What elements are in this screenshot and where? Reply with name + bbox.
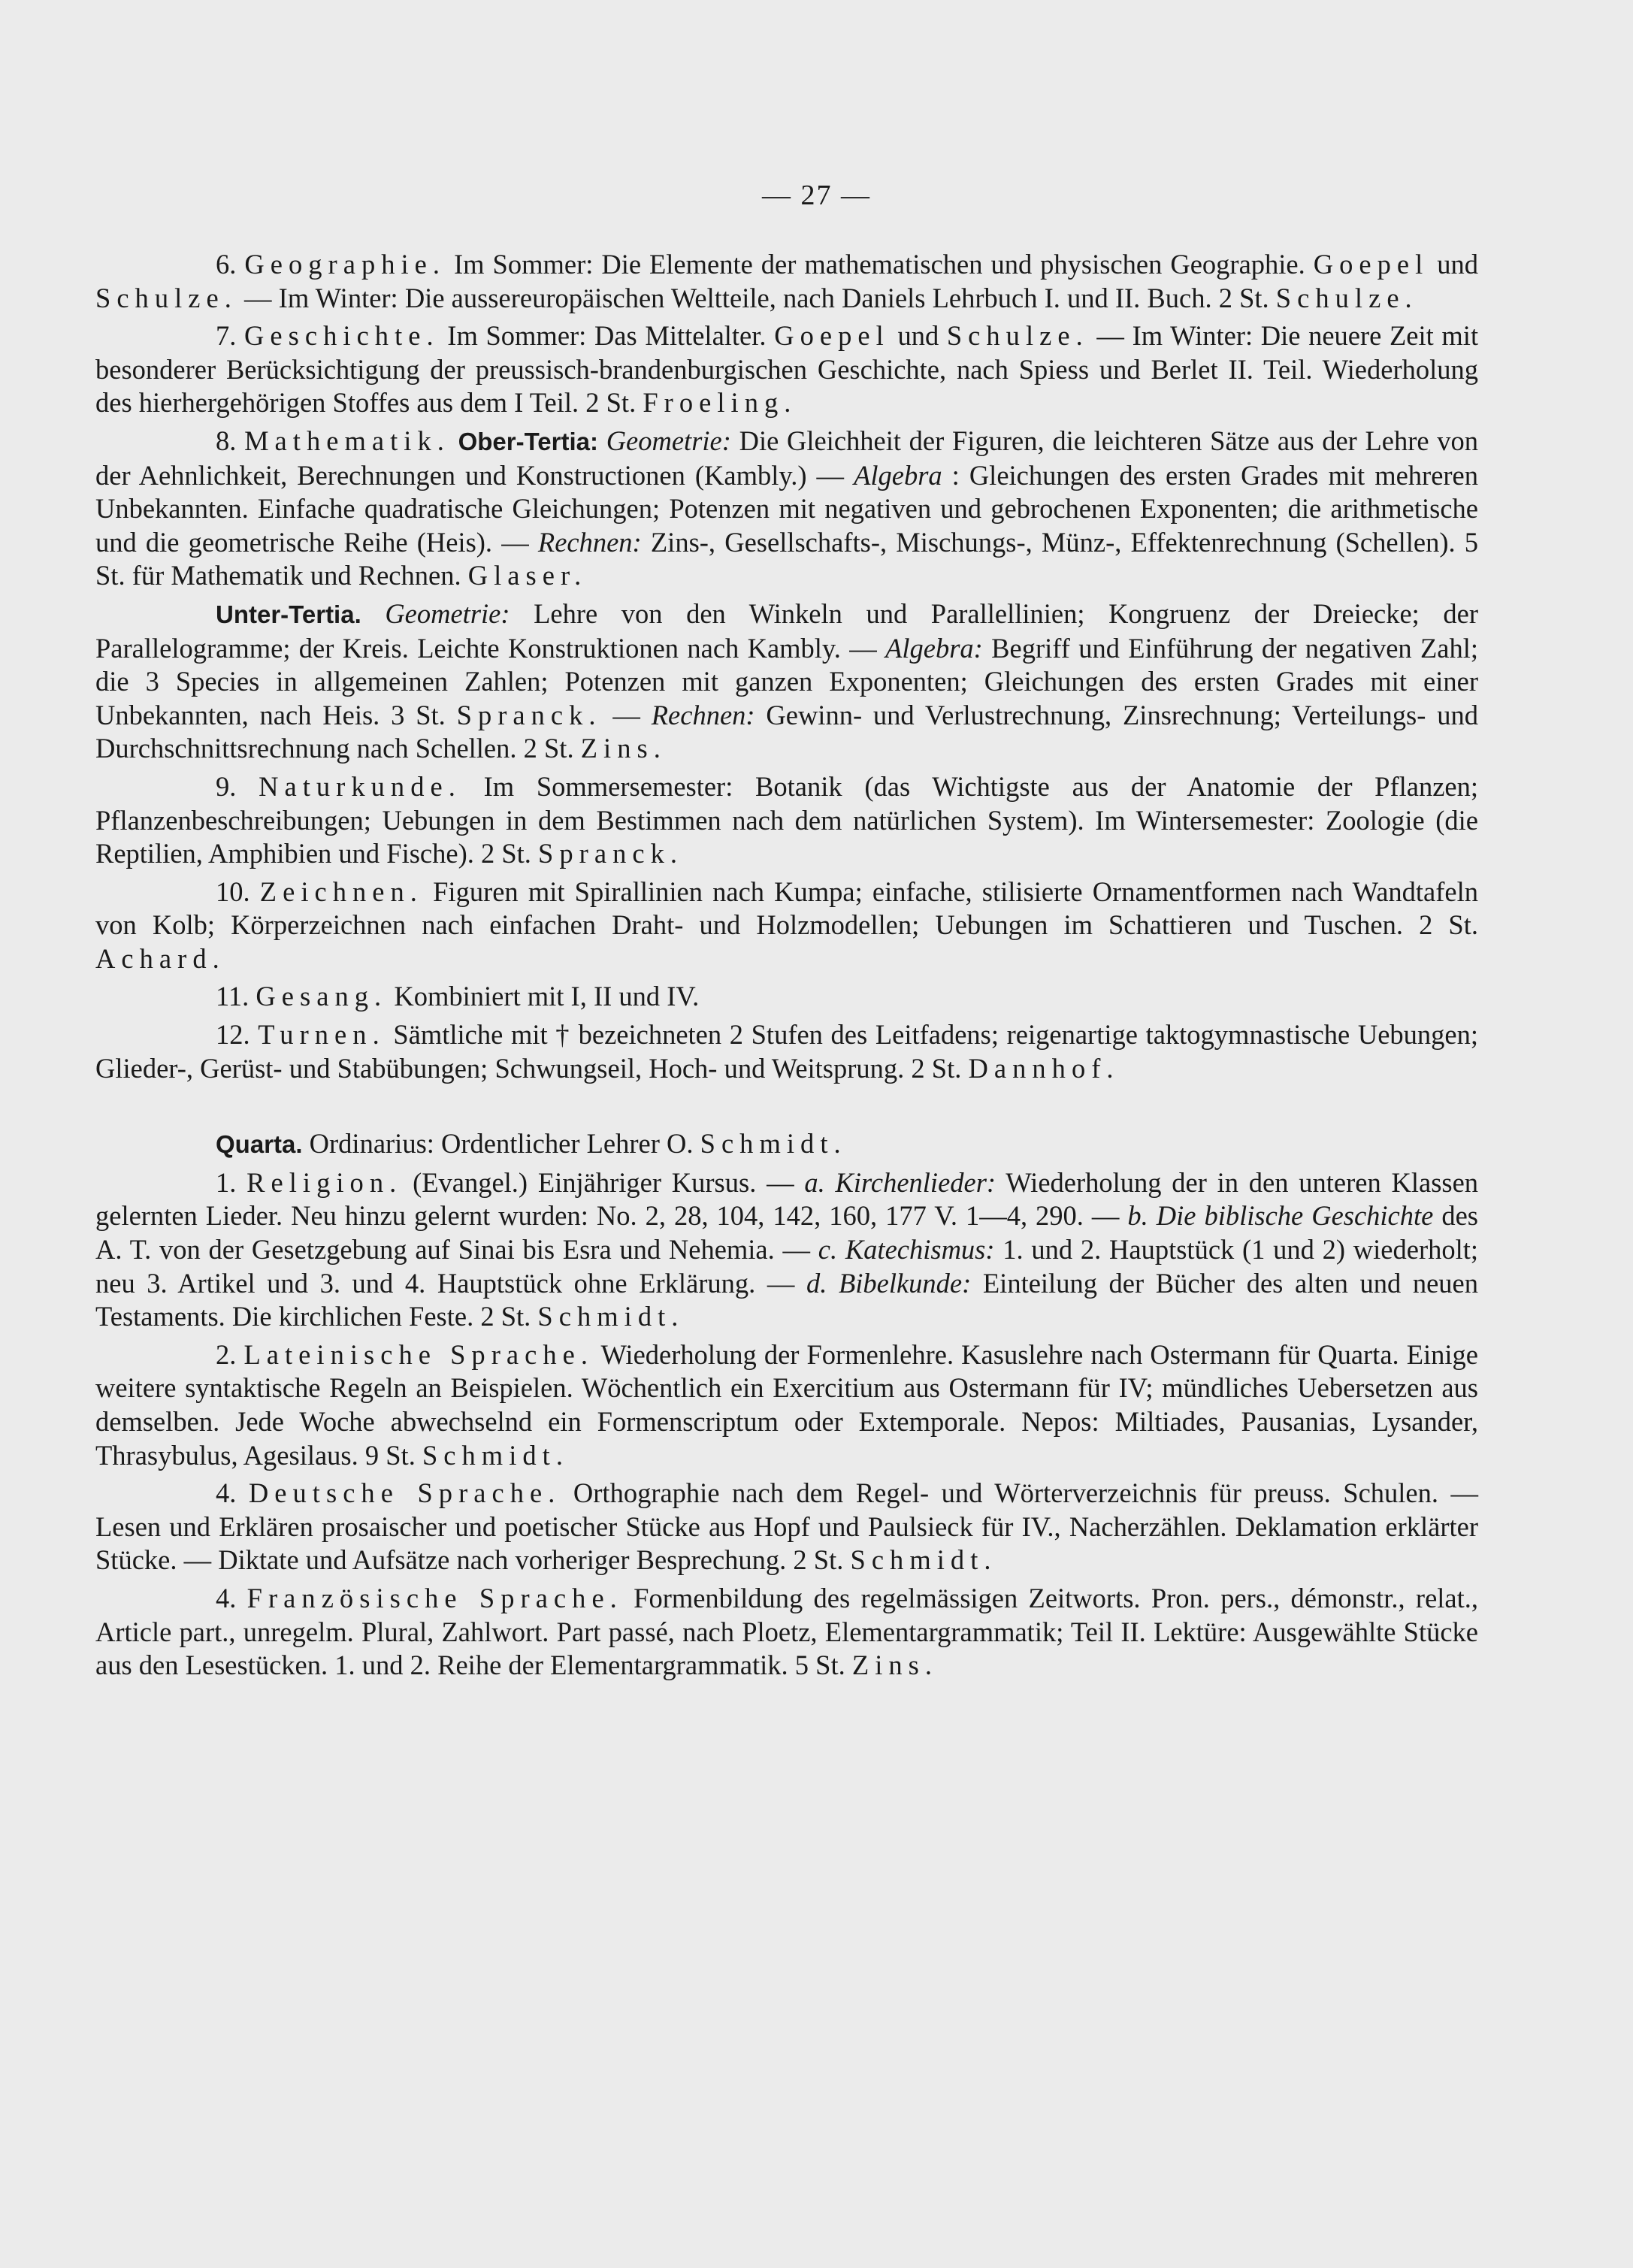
section-title: Geographie. [244, 249, 446, 280]
page-content [95, 248, 1478, 1687]
quarta-deutsch [95, 1477, 1478, 1577]
section-text: — [612, 699, 640, 730]
section-number: 9. [216, 770, 237, 802]
section-mathematik [95, 425, 1478, 593]
section-text: : Gleichungen des ersten Grades mit mehreren Unbekannten. Einfache quadratische Gleichungen; Potenzen mit negativen und gebrochenen Exponenten; die arithmetische und die geometrische Reihe (Heis). — [95, 459, 1479, 558]
subject-italic: Rechnen: [651, 699, 755, 730]
teacher-name: Achard. [95, 942, 225, 974]
subject-italic: b. Die biblische Geschichte [1127, 1200, 1434, 1232]
section-text: Die Gleichheit der Figuren, die leichteren Sätze aus der Lehre von der Aehnlichkeit, Berechnungen und Konstructionen (Kambly.) — [95, 425, 1479, 491]
teacher-name: Schulze. [1275, 282, 1418, 313]
section-title: Gesang. [256, 981, 388, 1012]
section-title: Mathematik. [244, 425, 450, 456]
section-text: — Im Winter: Die aussereuropäischen Weltteile, nach Daniels Lehrbuch I. und II. Buch. 2 St. [244, 282, 1269, 313]
teacher-name: Goepel [1313, 249, 1429, 280]
section-text: (Evangel.) Einjähriger Kursus. — [413, 1166, 794, 1198]
teacher-name: Froeling. [643, 387, 797, 419]
subject-italic: Algebra: [885, 632, 983, 664]
section-text: Gewinn- und Verlustrechnung, Zinsrechnung; Verteilungs- und Durchschnittsrechnung nach Schellen. 2 St. [95, 699, 1478, 764]
section-text: Wiederholung der Formenlehre. Kasuslehre nach Ostermann für Quarta. Einige weitere syntaktische Regeln an Beispielen. Wöchentlich ein Exercitium aus Ostermann für IV; mündliches Uebersetzen aus demselben. Jede Woche abwechselnd ein Formenscriptum oder Extemporale. Nepos: Miltiades, Pausanias, Lysander, Thrasybulus, Agesilaus. 9 St. [95, 1338, 1478, 1471]
subject-italic: c. Katechismus: [818, 1234, 995, 1266]
teacher-name: Schmidt. [537, 1301, 685, 1332]
quarta-latein [95, 1338, 1478, 1472]
quarta-franzoesisch [95, 1582, 1478, 1683]
page-number: — 27 — [762, 180, 871, 211]
section-text: Orthographie nach dem Regel- und Wörterverzeichnis für preuss. Schulen. — Lesen und Erklären prosaischer und poetischer Stücke aus Hopf und Paulsieck für IV., Nacherzählen. Deklamation erklärter Stücke. — Diktate und Aufsätze nach vorheriger Besprechung. 2 St. [95, 1477, 1478, 1576]
teacher-name: Schmidt. [422, 1439, 569, 1471]
section-text: Zins-, Gesellschafts-, Mischungs-, Münz-, Effektenrechnung (Schellen). 5 St. für Mathematik und Rechnen. [95, 526, 1479, 591]
section-text: Begriff und Einführung der negativen Zahl; die 3 Species in allgemeinen Zahlen; Potenzen mit ganzen Exponenten; Gleichungen des ersten Grades mit einer Unbekannten, nach Heis. 3 St. [95, 632, 1479, 730]
section-gesang [95, 980, 1478, 1014]
section-number: 12. [216, 1019, 250, 1051]
section-number: 8. [216, 425, 237, 456]
section-title: Naturkunde. [259, 770, 461, 802]
section-turnen [95, 1018, 1478, 1085]
quarta-religion [95, 1166, 1478, 1334]
section-number: 4. [216, 1477, 237, 1509]
section-zeichnen [95, 875, 1478, 976]
section-geschichte [95, 319, 1478, 420]
section-text: Lehre von den Winkeln und Parallellinien; Kongruenz der Dreiecke; der Parallelogramme; der Kreis. Leichte Konstruktionen nach Kambly. — [95, 597, 1478, 664]
teacher-name: Zins. [851, 1650, 939, 1681]
section-text: Einteilung der Bücher des alten und neuen Testaments. Die kirchlichen Feste. 2 St. [95, 1267, 1478, 1332]
section-naturkunde [95, 770, 1478, 871]
section-text: Im Sommersemester: Botanik (das Wichtigste aus der Anatomie der Pflanzen; Pflanzenbeschreibungen; Uebungen in dem Bestimmen nach dem natürlichen System). Im Wintersemester: Zoologie (die Reptilien, Amphibien und Fische). 2 St. [95, 770, 1479, 869]
section-title: Turnen. [258, 1019, 386, 1051]
class-heading: Quarta. [216, 1130, 303, 1159]
section-text: — Im Winter: Die neuere Zeit mit besonderer Berücksichtigung der preussisch-brandenburgischen Geschichte, nach Spiess und Berlet II. Teil. Wiederholung des hierhergehörigen Stoffes aus dem I Teil. 2 St. [95, 320, 1479, 419]
teacher-name: Zins. [580, 733, 667, 764]
section-text: und [1437, 249, 1479, 280]
ordinarius-text: Ordinarius: Ordentlicher Lehrer O. [309, 1128, 694, 1160]
section-gap [95, 1090, 1478, 1127]
subject-italic: Geometrie: [606, 425, 731, 456]
section-text: Figuren mit Spirallinien nach Kumpa; einfache, stilisierte Ornamentformen nach Wandtafeln von Kolb; Körperzeichnen nach einfachen Draht- und Holzmodellen; Uebungen im Schattieren und Tuschen. 2 St. [95, 875, 1478, 941]
section-number: 2. [216, 1338, 237, 1370]
teacher-name: Glaser. [467, 560, 588, 591]
section-number: 11. [216, 981, 249, 1012]
quarta-heading [95, 1127, 1478, 1162]
subject-italic: Rechnen: [537, 526, 642, 558]
class-heading: Unter-Tertia. [216, 600, 361, 628]
section-title: Zeichnen. [259, 875, 423, 907]
section-text: Im Sommer: Das Mittelalter. [447, 320, 767, 352]
section-text: Wiederholung der in den unteren Klassen gelernten Lieder. Neu hinzu gelernt wurden: No. 2, 28, 104, 142, 160, 177 V. 1—4, 290. — [95, 1166, 1479, 1232]
section-title: Deutsche Sprache. [248, 1477, 561, 1509]
section-number: 7. [216, 320, 237, 352]
teacher-name: Spranck. [538, 838, 684, 869]
subject-italic: Geometrie: [385, 597, 510, 629]
section-title: Religion. [246, 1166, 403, 1198]
section-text: 1. und 2. Hauptstück (1 und 2) wiederholt; neu 3. Artikel und 3. und 4. Hauptstück ohne Erklärung. — [95, 1234, 1479, 1299]
section-text: Kombiniert mit I, II und IV. [394, 981, 700, 1012]
teacher-name: Schulze. [95, 282, 237, 313]
section-geographie [95, 248, 1478, 315]
subject-italic: d. Bibelkunde: [806, 1267, 972, 1299]
section-number: 10. [216, 875, 250, 907]
teacher-name: Spranck. [456, 699, 602, 730]
section-number: 6. [216, 249, 237, 280]
teacher-name: Goepel [774, 320, 890, 352]
teacher-name: Dannhof. [968, 1052, 1120, 1084]
section-title: Französische Sprache. [246, 1582, 623, 1613]
section-unter-tertia [95, 597, 1478, 766]
teacher-name: Schmidt. [700, 1128, 847, 1160]
section-title: Lateinische Sprache. [243, 1338, 594, 1370]
section-text: und [897, 320, 939, 352]
section-text: Im Sommer: Die Elemente der mathematischen und physischen Geographie. [454, 249, 1305, 280]
section-title: Geschichte. [244, 320, 440, 352]
section-text: Sämtliche mit † bezeichneten 2 Stufen des Leitfadens; reigenartige taktogymnastische Uebungen; Glieder-, Gerüst- und Stabübungen; Schwungseil, Hoch- und Weitsprung. 2 St. [95, 1019, 1479, 1084]
class-heading: Ober-Tertia: [458, 427, 598, 455]
section-text: Formenbildung des regelmässigen Zeitworts. Pron. pers., démonstr., relat., Article part., unregelm. Plural, Zahlwort. Part passé, nach Ploetz, Elementargrammatik; Teil II. Lektüre: Ausgewählte Stücke aus den Lesestücken. 1. und 2. Reihe der Elementargrammatik. 5 St. [95, 1582, 1479, 1681]
teacher-name: Schulze. [946, 320, 1089, 352]
subject-italic: a. Kirchenlieder: [804, 1166, 996, 1198]
teacher-name: Schmidt. [850, 1544, 997, 1576]
section-number: 1. [216, 1166, 237, 1198]
subject-italic: Algebra [854, 459, 942, 491]
section-text: des A. T. von der Gesetzgebung auf Sinai bis Esra und Nehemia. — [95, 1200, 1478, 1266]
section-number: 4. [216, 1582, 237, 1613]
